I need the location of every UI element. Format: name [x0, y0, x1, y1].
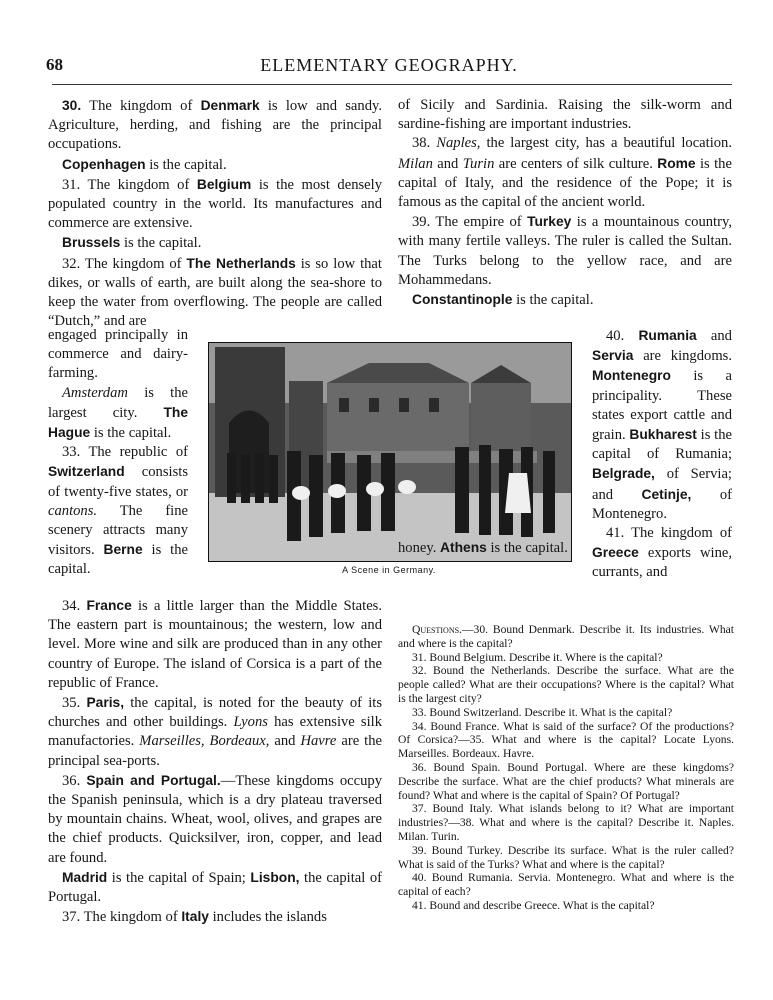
question-36: 36. Bound Spain. Bound Portugal. Where are these kingdoms? Describe the surface. What are the chief products? What minerals are found? What and where is the capital of Spain? Of Portugal?: [398, 760, 734, 802]
paragraph-40: 40. Rumania and Servia are kingdoms. Montenegro is a principality. These states export cattle and grain. Bukharest is the capital of Rumania; Belgrade, of Servia; and Cetinje, of Montenegro.: [592, 328, 732, 522]
paragraph-32: 32. The kingdom of The Netherlands is so low that dikes, or walls of earth, are built along the sea-shore to keep the water from overflowing. The people are called “Dutch,” and are: [48, 255, 382, 330]
paragraph-30: 30. The kingdom of Denmark is low and sandy. Agriculture, herding, and fishing are the principal occupations.: [48, 98, 382, 153]
header-rule: [52, 84, 732, 85]
questions-label: Questions.: [412, 623, 462, 636]
right-column-bottom: [398, 538, 732, 558]
question-33: 33. Bound Switzerland. Describe it. What is the capital?: [412, 705, 673, 719]
engraving-illustration: [208, 342, 572, 562]
question-32: 32. Bound the Netherlands. Describe the surface. What are the people called? What are their occupations? Where is the capital? What is the largest city?: [398, 664, 734, 705]
running-title: ELEMENTARY GEOGRAPHY.: [260, 55, 518, 75]
question-31: 31. Bound Belgium. Describe it. Where is the capital?: [412, 650, 663, 664]
paragraph-36: 36. Spain and Portugal.—These kingdoms occupy the Spanish peninsula, which is a dry plateau traversed by mountain chains. Wheat, wool, olives, and grapes are the chief products. Quicksilver, iron, copper, and lead are found.: [48, 772, 382, 866]
paragraph-34: 34. France is a little larger than the Middle States. The eastern part is mountainous; the western, low and level. More wine and silk are produced than in any other country of Europe. The island of Corsica is a part of the republic of France.: [48, 598, 383, 691]
page-number: 68: [46, 55, 63, 74]
page-header: [44, 55, 734, 79]
left-wrap-column: [48, 326, 188, 580]
paragraph-32-cities: Amsterdam is the largest city. The Hague is the capital.: [48, 384, 188, 442]
left-column-bottom: [48, 596, 382, 927]
paragraph-37: 37. The kingdom of Italy includes the islands: [62, 909, 327, 926]
question-40: 40. Bound Rumania. Servia. Montenegro. What and where is the capital of each?: [398, 871, 734, 899]
questions-section: [398, 623, 734, 913]
question-41: 41. Bound and describe Greece. What is the capital?: [412, 898, 655, 912]
paragraph-35: 35. Paris, the capital, is noted for the beauty of its churches and other buildings. Lyons has extensive silk manufactories. Marseilles, Bordeaux, and Havre are the principal sea-ports.: [48, 695, 383, 769]
right-column-top: [398, 96, 732, 310]
question-37: 37. Bound Italy. What islands belong to it? What are important industries?—38. What and where is the capital? Describe it. Naples. Milan. Turin.: [398, 802, 734, 843]
paragraph-39-capital: Constantinople is the capital.: [412, 292, 594, 309]
paragraph-31-capital: Brussels is the capital.: [62, 235, 202, 252]
paragraph-33: 33. The republic of Switzerland consists of twenty-five states, or cantons. The fine scenery attracts many visitors. Berne is the capital.: [48, 444, 189, 578]
paragraph-31: 31. The kingdom of Belgium is the most densely populated country in the world. Its manufactures and commerce are extensive.: [48, 176, 382, 232]
paragraph-30-capital: Copenhagen is the capital.: [62, 156, 227, 173]
question-34: 34. Bound France. What is said of the surface? Of the productions? Of Corsica?—35. What and where is the capital? Locate Lyons. Marseilles. Bordeaux. Havre.: [398, 719, 734, 761]
paragraph-37-continued: of Sicily and Sardinia. Raising the silk-worm and sardine-fishing are important industries.: [398, 97, 732, 133]
paragraph-38: 38. Naples, the largest city, has a beautiful location. Milan and Turin are centers of silk culture. Rome is the capital of Italy, and the residence of the Pope; it is famous as the capital of the ancient world.: [398, 135, 732, 211]
paragraph-32-continued: engaged principally in commerce and dairy-farming.: [48, 327, 188, 382]
question-30: Questions.—30. Bound Denmark. Describe it. Its industries. What and where is the capital?: [398, 623, 734, 650]
question-39: 39. Bound Turkey. Describe its surface. What is the ruler called? What is said of the Turks? What and where is the capital?: [398, 843, 734, 871]
paragraph-39: 39. The empire of Turkey is a mountainous country, with many fertile valleys. The ruler is called the Sultan. The Turks belong to the yellow race, and are Mohammedans.: [398, 214, 732, 288]
engraving-drawing: [209, 343, 571, 561]
figure-caption: A Scene in Germany.: [342, 565, 436, 575]
left-column-top: [48, 96, 382, 331]
paragraph-41-continued: honey. Athens is the capital.: [398, 540, 568, 556]
paragraph-41: 41. The kingdom of Greece exports wine, currants, and: [592, 525, 732, 581]
paragraph-36-capitals: Madrid is the capital of Spain; Lisbon, the capital of Portugal.: [48, 869, 382, 906]
